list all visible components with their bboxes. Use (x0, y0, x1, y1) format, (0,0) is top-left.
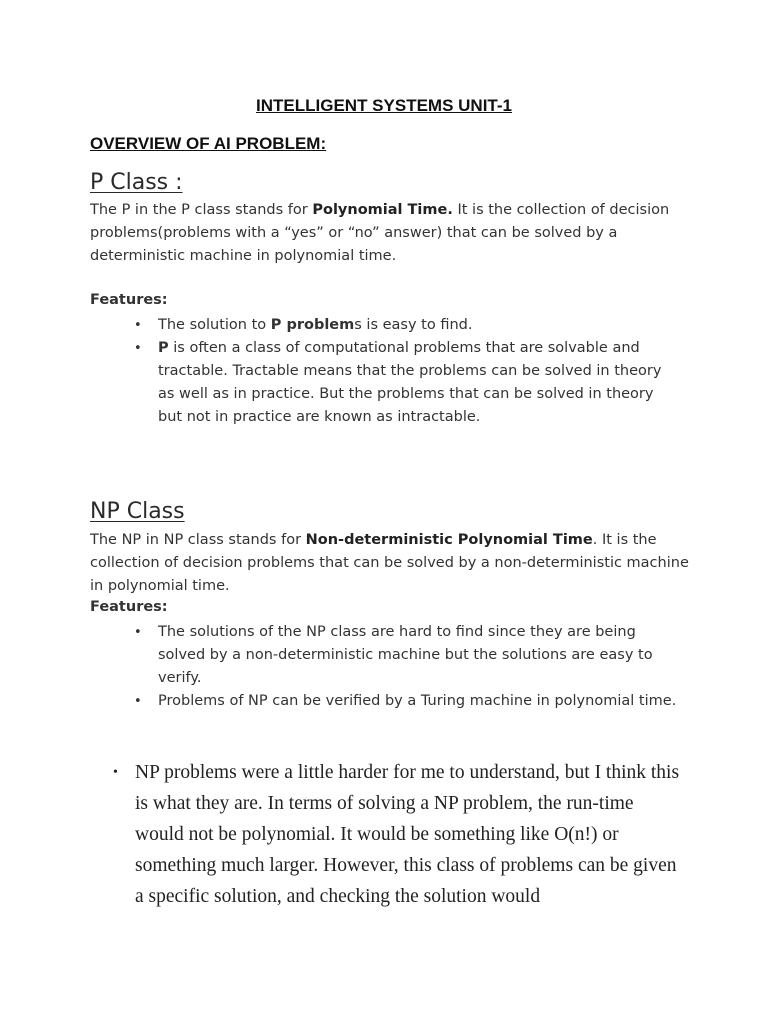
p-class-features-list (158, 314, 678, 429)
np-class-features-label: Features: (90, 599, 168, 615)
list-item: • NP problems were a little harder for me to understand, but I think this is what they are. In terms of solving a NP problem, the run-time would not be polynomial. It would be something like O(n!) or something much larger. However, this class of problems can be given a specific solution, and checking the solution would (135, 757, 680, 912)
list-item: • Problems of NP can be verified by a Turing machine in polynomial time. (158, 690, 678, 713)
section-heading: OVERVIEW OF AI PROBLEM: (90, 134, 327, 153)
list-item: • The solutions of the NP class are hard to find since they are being solved by a non-deterministic machine but the solutions are easy to verify. (158, 621, 678, 690)
list-item-text: is often a class of computational problems that are solvable and tractable. Tractable means that the problems can be solved in theory as well as in practice. But the problems that can be solved in theory but not in practice are known as intractable. (158, 340, 662, 425)
np-class-intro-text: The NP in NP class stands for (90, 532, 306, 548)
list-item-bold: P (158, 340, 169, 356)
list-item-text: s is easy to find. (354, 317, 473, 333)
list-item-bold: P problem (270, 317, 355, 333)
p-class-features-label: Features: (90, 292, 168, 308)
document-title: INTELLIGENT SYSTEMS UNIT-1 (256, 96, 512, 115)
p-class-heading: P Class : (90, 170, 183, 195)
np-class-intro (90, 529, 690, 598)
p-class-intro-text-cont: It is the collection of decision problems(problems with a “yes” or “no” answer) that can be solved by a deterministic machine in polynomial time. (90, 202, 670, 264)
list-item-text: The solution to (158, 317, 271, 333)
notes-list (135, 757, 680, 912)
np-class-heading: NP Class (90, 499, 185, 524)
list-item (158, 314, 678, 337)
p-class-intro-bold: Polynomial Time. (312, 202, 453, 218)
np-class-intro-text-cont: . It is the collection of decision problems that can be solved by a non-deterministic machine in polynomial time. (90, 532, 689, 594)
p-class-intro-text: The P in the P class stands for (90, 202, 313, 218)
list-item (158, 337, 678, 429)
p-class-intro (90, 199, 690, 268)
np-class-features-list (158, 621, 678, 713)
np-class-intro-bold: Non-deterministic Polynomial Time (305, 532, 593, 548)
